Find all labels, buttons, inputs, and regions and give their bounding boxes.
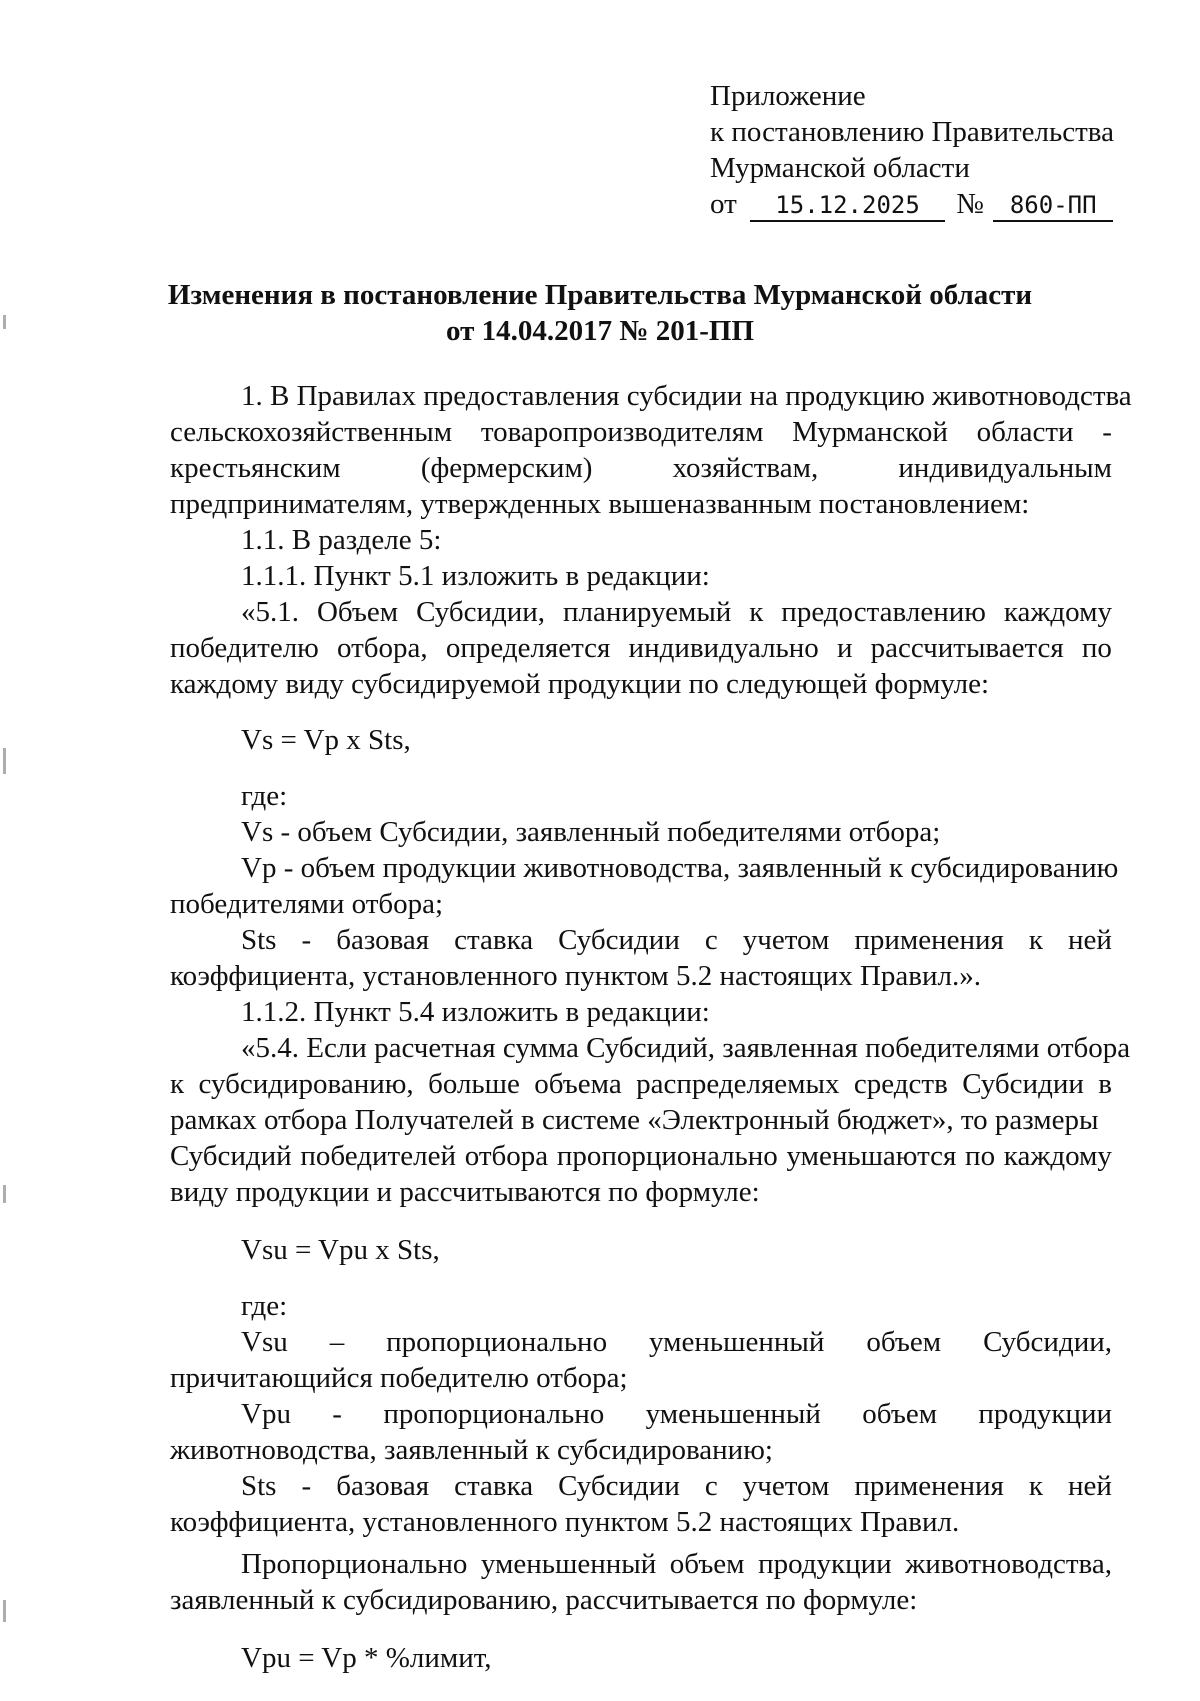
word: и: [836, 632, 853, 664]
word: Sts: [241, 924, 277, 956]
word: отбора,: [337, 632, 428, 664]
word: с: [704, 1470, 718, 1502]
word: учетом: [742, 924, 830, 956]
where-label: где:: [241, 780, 288, 812]
word: ставка: [454, 1470, 534, 1502]
word: предоставлению: [781, 596, 986, 628]
word: Субсидии,: [983, 1326, 1112, 1358]
clause-5-4-line: [170, 1066, 1112, 1102]
word: продукции: [978, 1398, 1112, 1430]
word: уменьшенный: [645, 1398, 821, 1430]
word: хозяйствам,: [672, 452, 819, 484]
word: планируемый: [562, 596, 732, 628]
word: объем: [862, 1398, 938, 1430]
definition-sts: [241, 1468, 1112, 1504]
formula-vsu: Vsu = Vpu x Sts,: [241, 1234, 440, 1266]
decree-date: 15.12.2025: [750, 190, 945, 222]
word: больше: [428, 1068, 520, 1100]
word: каждому: [1003, 596, 1112, 628]
word: Субсидии: [962, 1068, 1084, 1100]
proportional-paragraph: заявленный к субсидированию, рассчитывается по формуле:: [170, 1584, 918, 1616]
definition-vpu: животноводства, заявленный к субсидированию;: [170, 1434, 773, 1466]
word: сельскохозяйственным: [170, 416, 453, 448]
scan-mark: [3, 748, 6, 774]
word: субсидированию,: [198, 1068, 414, 1100]
clause-5-1-line: [170, 630, 1112, 666]
word: объем: [866, 1326, 942, 1358]
word: определяется: [445, 632, 611, 664]
clause-5-4-line: виду продукции и рассчитываются по формуле:: [170, 1176, 760, 1208]
word: к: [170, 1068, 185, 1100]
word: (фермерским): [420, 452, 593, 484]
word: продукции: [758, 1548, 892, 1580]
word: Vsu: [241, 1326, 288, 1358]
word: применения: [854, 924, 1004, 956]
word: животноводства,: [905, 1548, 1112, 1580]
definition-sts: коэффициента, установленного пунктом 5.2 настоящих Правил.».: [170, 960, 981, 992]
word: отбора: [464, 1140, 549, 1172]
paragraph-1-line: [170, 450, 1112, 486]
appendix-date-number: [710, 186, 1113, 222]
scan-mark: [3, 1185, 6, 1203]
word: объема: [534, 1068, 622, 1100]
word: Субсидии: [558, 1470, 680, 1502]
definition-vpu: [241, 1396, 1112, 1432]
number-label: №: [956, 188, 984, 220]
definition-sts: [241, 922, 1112, 958]
word: применения: [854, 1470, 1004, 1502]
word: Субсидий: [170, 1140, 292, 1172]
paragraph-1-line: 1. В Правилах предоставления субсидии на продукцию животноводства: [241, 380, 1132, 412]
section-1-1: 1.1. В разделе 5:: [241, 524, 442, 556]
word: индивидуальным: [898, 452, 1112, 484]
section-1-1-2: 1.1.2. Пункт 5.4 изложить в редакции:: [241, 996, 710, 1028]
word: товаропроизводителям: [480, 416, 764, 448]
word: уменьшенный: [649, 1326, 825, 1358]
word: -: [301, 1470, 312, 1502]
from-label: от: [710, 188, 737, 220]
word: базовая: [336, 1470, 430, 1502]
word: по: [965, 1140, 996, 1172]
word: победителей: [300, 1140, 456, 1172]
clause-5-4-line: рамках отбора Получателей в системе «Электронный бюджет», то размеры: [170, 1104, 1099, 1136]
word: базовая: [336, 924, 430, 956]
word: –: [329, 1326, 345, 1358]
word: в: [1098, 1068, 1112, 1100]
word: победителю: [170, 632, 319, 664]
appendix-to-decree: к постановлению Правительства: [710, 116, 1114, 148]
word: -: [332, 1398, 342, 1430]
clause-5-1-line: каждому виду субсидируемой продукции по следующей формуле:: [170, 668, 989, 700]
formula-vs: Vs = Vp x Sts,: [241, 724, 411, 756]
word: -: [301, 924, 312, 956]
word: Мурманской: [792, 416, 948, 448]
word: с: [704, 924, 718, 956]
definition-vp: победителями отбора;: [170, 888, 444, 920]
appendix-region: Мурманской области: [710, 152, 970, 184]
word: пропорционально: [386, 1326, 608, 1358]
word: к: [1028, 924, 1043, 956]
definition-sts: коэффициента, установленного пунктом 5.2 настоящих Правил.: [170, 1506, 960, 1538]
scan-mark: [3, 1600, 6, 1622]
appendix-label: Приложение: [710, 80, 866, 112]
clause-5-1-line: [241, 594, 1112, 630]
word: распределяемых: [636, 1068, 840, 1100]
word: Субсидии: [558, 924, 680, 956]
section-1-1-1: 1.1.1. Пункт 5.1 изложить в редакции:: [241, 560, 710, 592]
word: -: [1102, 416, 1112, 448]
word: Vpu: [241, 1398, 291, 1430]
word: области: [976, 416, 1074, 448]
word: пропорционально: [383, 1398, 605, 1430]
word: пропорционально: [556, 1140, 778, 1172]
word: к: [1028, 1470, 1043, 1502]
word: каждому: [1003, 1140, 1112, 1172]
word: уменьшаются: [786, 1140, 957, 1172]
word: «5.1.: [241, 596, 299, 628]
word: крестьянским: [170, 452, 341, 484]
decree-number: 860-ПП: [993, 190, 1113, 222]
proportional-paragraph: [241, 1546, 1112, 1582]
definition-vsu: причитающийся победителю отбора;: [170, 1362, 628, 1394]
definition-vsu: [241, 1324, 1112, 1360]
where-label: где:: [241, 1290, 288, 1322]
word: Пропорционально: [241, 1548, 468, 1580]
word: средств: [853, 1068, 948, 1100]
word: Sts: [241, 1470, 277, 1502]
word: учетом: [742, 1470, 830, 1502]
formula-vpu: Vpu = Vp * %лимит,: [241, 1642, 492, 1674]
word: к: [749, 596, 764, 628]
word: Объем: [316, 596, 399, 628]
definition-vp: Vp - объем продукции животноводства, заявленный к субсидированию: [241, 852, 1119, 884]
paragraph-1-line: предпринимателям, утвержденных вышеназванным постановлением:: [170, 488, 1030, 520]
word: ставка: [454, 924, 534, 956]
word: индивидуально: [628, 632, 819, 664]
definition-vs: Vs - объем Субсидии, заявленный победителями отбора;: [241, 816, 941, 848]
clause-5-4-line: [170, 1138, 1112, 1174]
word: объем: [669, 1548, 745, 1580]
word: ней: [1067, 1470, 1112, 1502]
word: по: [1081, 632, 1112, 664]
word: Субсидии,: [416, 596, 546, 628]
word: ней: [1067, 924, 1112, 956]
document-title-line-2: от 14.04.2017 № 201-ПП: [445, 315, 755, 347]
document-title-line-1: Изменения в постановление Правительства Мурманской области: [167, 279, 1033, 311]
paragraph-1-line: [170, 414, 1112, 450]
word: рассчитывается: [870, 632, 1064, 664]
clause-5-4-line: «5.4. Если расчетная сумма Субсидий, заявленная победителями отбора: [241, 1032, 1131, 1064]
word: уменьшенный: [480, 1548, 657, 1580]
